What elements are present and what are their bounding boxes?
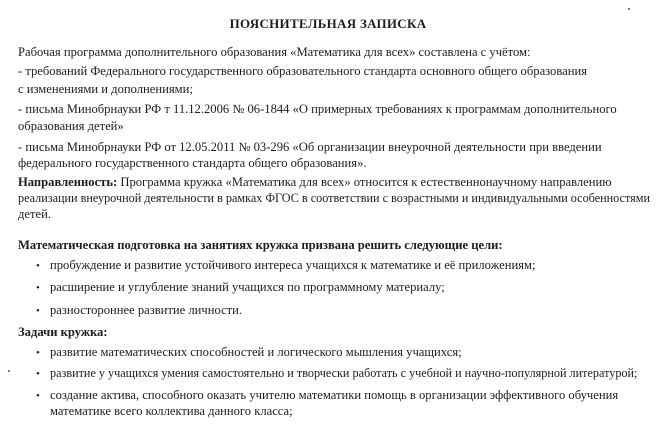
direction-text: Программа кружка «Математика для всех» относится к естественнонаучному направлению — [117, 175, 612, 189]
task-2-bullet: • — [36, 368, 40, 380]
scan-speck — [628, 8, 630, 10]
goal-2: расширение и углубление знаний учащихся по программному материалу; — [50, 280, 445, 294]
goal-2-bullet: • — [36, 282, 40, 294]
direction-line-1 — [18, 175, 612, 190]
document-title: ПОЯСНИТЕЛЬНАЯ ЗАПИСКА — [229, 16, 427, 31]
requirement-1-line-1: - требований Федерального государственного образовательного стандарта основного общего образования — [18, 64, 587, 78]
task-3-bullet: • — [36, 390, 40, 402]
intro-line: Рабочая программа дополнительного образования «Математика для всех» составлена с учётом: — [18, 45, 531, 59]
task-3-line-2: математике всего коллектива данного класса; — [50, 404, 293, 418]
direction-line-2: реализации внеурочной деятельности в рамках ФГОС в соответствии с возрастными и индивидуальными особенностями — [18, 191, 650, 205]
requirement-2-line-1: - письма Минобрнауки РФ т 11.12.2006 № 06-1844 «О примерных требованиях к программам дополнительного — [18, 102, 617, 116]
task-1-bullet: • — [36, 347, 40, 359]
task-3-line-1: создание актива, способного оказать учителю математики помощь в организации эффективного обучения — [50, 388, 619, 402]
tasks-heading: Задачи кружка: — [18, 325, 108, 339]
task-2: развитие у учащихся умения самостоятельно и творчески работать с учебной и научно-популярной литературой; — [50, 366, 638, 380]
goals-heading: Математическая подготовка на занятиях кружка призвана решить следующие цели: — [18, 238, 503, 252]
scan-speck — [8, 370, 10, 372]
requirement-3-line-1: - письма Минобрнауки РФ от 12.05.2011 № 03-296 «Об организации внеурочной деятельности при введении — [18, 140, 602, 154]
task-1: развитие математических способностей и логического мышления учащихся; — [50, 345, 462, 359]
goal-3-bullet: • — [36, 305, 40, 317]
requirement-1-line-2: с изменениями и дополнениями; — [18, 82, 193, 96]
direction-label: Направленность: — [18, 175, 118, 189]
goal-1-bullet: • — [36, 260, 40, 272]
requirement-3-line-2: федерального государственного стандарта общего образования». — [18, 156, 367, 170]
goal-3: разностороннее развитие личности. — [50, 303, 243, 317]
goal-1: пробуждение и развитие устойчивого интереса учащихся к математике и её приложениям; — [50, 258, 536, 272]
direction-line-3: детей. — [18, 207, 51, 221]
requirement-2-line-2: образования детей» — [18, 119, 124, 133]
